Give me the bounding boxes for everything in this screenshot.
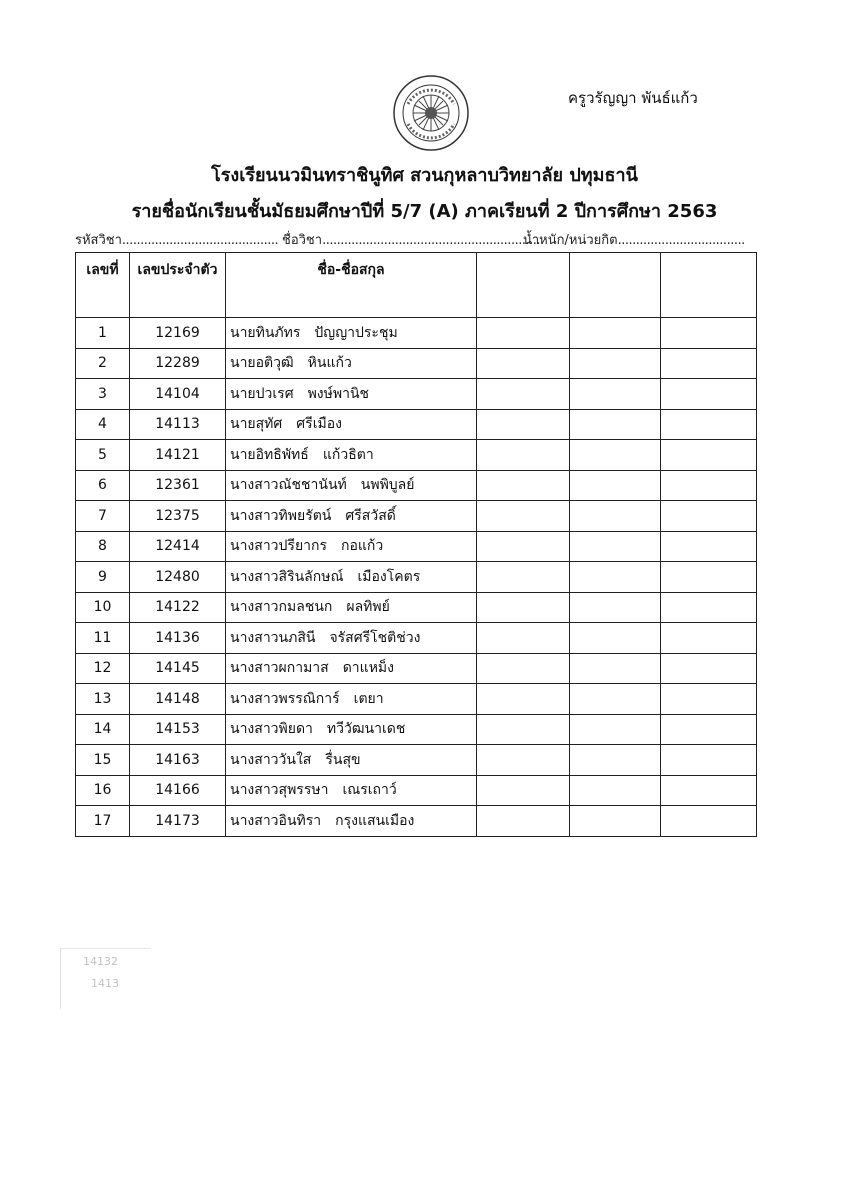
header-blank-1 (477, 253, 570, 318)
last-name: แก้วธิตา (322, 446, 374, 463)
cell-blank-3 (661, 531, 757, 562)
table-row (76, 318, 757, 349)
table-row (76, 348, 757, 379)
cell-blank-2 (570, 653, 661, 684)
cell-blank-1 (477, 531, 570, 562)
header-blank-2 (570, 253, 661, 318)
cell-no: 14 (76, 714, 130, 745)
cell-blank-3 (661, 348, 757, 379)
cell-blank-1 (477, 592, 570, 623)
cell-student-id: 14166 (130, 775, 226, 806)
cell-name (226, 409, 477, 440)
subject-name-field: ชื่อวิชา............................................................ (282, 233, 541, 248)
subject-code-label: รหัสวิชา (75, 233, 122, 248)
cell-student-id: 12480 (130, 562, 226, 593)
last-name: กรุงแสนเมือง (335, 812, 415, 829)
last-name: จรัสศรีโชติช่วง (329, 629, 421, 646)
cell-blank-1 (477, 318, 570, 349)
cell-student-id: 12414 (130, 531, 226, 562)
list-title: รายชื่อนักเรียนชั้นมัธยมศึกษาปีที่ 5/7 (A) ภาคเรียนที่ 2 ปีการศึกษา 2563 (131, 201, 718, 222)
cell-blank-3 (661, 714, 757, 745)
cell-name (226, 348, 477, 379)
cell-no: 13 (76, 684, 130, 715)
table-header-row (76, 253, 757, 318)
table-row (76, 470, 757, 501)
table-row (76, 775, 757, 806)
cell-blank-3 (661, 440, 757, 471)
table-row (76, 379, 757, 410)
table-row (76, 440, 757, 471)
cell-blank-3 (661, 745, 757, 776)
cell-blank-1 (477, 562, 570, 593)
last-name: ผลทิพย์ (346, 599, 390, 616)
cell-no: 11 (76, 623, 130, 654)
first-name: นางสาวผกามาส (230, 660, 329, 677)
cell-student-id: 12169 (130, 318, 226, 349)
cell-blank-3 (661, 775, 757, 806)
cell-blank-1 (477, 470, 570, 501)
cell-blank-3 (661, 379, 757, 410)
header-no: เลขที่ (76, 253, 130, 318)
last-name: ศรีเมือง (296, 416, 342, 433)
last-name: เมืองโคตร (357, 568, 421, 585)
cell-blank-1 (477, 775, 570, 806)
teacher-name: ครูวรัญญา พันธ์แก้ว (568, 89, 698, 107)
last-name: กอแก้ว (341, 538, 384, 555)
cell-blank-2 (570, 684, 661, 715)
cell-student-id: 14121 (130, 440, 226, 471)
table-row (76, 714, 757, 745)
cell-name (226, 531, 477, 562)
cell-no: 12 (76, 653, 130, 684)
cell-blank-1 (477, 409, 570, 440)
cell-blank-2 (570, 531, 661, 562)
cell-blank-2 (570, 806, 661, 837)
table-row (76, 653, 757, 684)
subject-code-field: รหัสวิชา........................................... (75, 233, 279, 248)
cell-name (226, 501, 477, 532)
cell-blank-1 (477, 653, 570, 684)
cell-no: 7 (76, 501, 130, 532)
school-seal-icon (392, 74, 470, 152)
cell-blank-2 (570, 318, 661, 349)
last-name: ดาแหม็ง (342, 660, 394, 677)
cell-blank-1 (477, 440, 570, 471)
first-name: นางสาวนภสินี (230, 629, 316, 646)
cell-no: 10 (76, 592, 130, 623)
cell-blank-2 (570, 348, 661, 379)
cell-name (226, 318, 477, 349)
cell-name (226, 592, 477, 623)
cell-blank-1 (477, 714, 570, 745)
first-name: นายอติวุฒิ (230, 355, 294, 372)
cell-student-id: 12375 (130, 501, 226, 532)
first-name: นายอิทธิพัทธ์ (230, 446, 309, 463)
last-name: ศรีสวัสดิ์ (345, 507, 396, 524)
cell-student-id: 14122 (130, 592, 226, 623)
table-row (76, 592, 757, 623)
cell-blank-1 (477, 806, 570, 837)
last-name: เตยา (353, 690, 384, 707)
cell-name (226, 684, 477, 715)
cell-no: 16 (76, 775, 130, 806)
credit-label: น้ำหนัก/หน่วยกิต (523, 233, 618, 248)
table-row (76, 531, 757, 562)
faded-stamp (60, 948, 151, 1009)
header-name: ชื่อ-ชื่อสกุล (226, 253, 477, 318)
last-name: รื่นสุข (325, 751, 361, 768)
cell-blank-2 (570, 562, 661, 593)
cell-blank-3 (661, 562, 757, 593)
cell-blank-3 (661, 318, 757, 349)
cell-name (226, 379, 477, 410)
cell-blank-3 (661, 592, 757, 623)
cell-blank-3 (661, 623, 757, 654)
stamp-line-2: 1413 (91, 977, 119, 990)
first-name: นางสาวปรียากร (230, 538, 328, 555)
cell-no: 5 (76, 440, 130, 471)
first-name: นางสาวสิรินลักษณ์ (230, 568, 344, 585)
cell-blank-2 (570, 409, 661, 440)
cell-name (226, 440, 477, 471)
cell-blank-3 (661, 806, 757, 837)
last-name: ปัญญาประชุม (314, 324, 398, 341)
cell-no: 15 (76, 745, 130, 776)
cell-blank-3 (661, 653, 757, 684)
cell-blank-2 (570, 745, 661, 776)
cell-name (226, 775, 477, 806)
subject-name-label: ชื่อวิชา (282, 233, 323, 248)
table-row (76, 623, 757, 654)
header-blank-3 (661, 253, 757, 318)
cell-blank-1 (477, 745, 570, 776)
cell-blank-2 (570, 592, 661, 623)
table-row (76, 684, 757, 715)
stamp-line-1: 14132 (83, 955, 118, 968)
cell-no: 17 (76, 806, 130, 837)
cell-student-id: 12361 (130, 470, 226, 501)
first-name: นายสุทัศ (230, 416, 283, 433)
last-name: ทวีวัฒนาเดช (326, 721, 406, 738)
cell-blank-2 (570, 470, 661, 501)
first-name: นางสาวทิพยรัตน์ (230, 507, 332, 524)
header-student-id: เลขประจำตัว (130, 253, 226, 318)
cell-student-id: 12289 (130, 348, 226, 379)
cell-name (226, 562, 477, 593)
table-row (76, 745, 757, 776)
cell-blank-2 (570, 379, 661, 410)
cell-blank-3 (661, 470, 757, 501)
last-name: พงษ์พานิช (307, 385, 370, 402)
cell-no: 8 (76, 531, 130, 562)
cell-no: 3 (76, 379, 130, 410)
cell-student-id: 14163 (130, 745, 226, 776)
table-row (76, 562, 757, 593)
cell-student-id: 14104 (130, 379, 226, 410)
first-name: นางสาวณัชชานันท์ (230, 477, 347, 494)
first-name: นายปวเรศ (230, 385, 294, 402)
cell-no: 1 (76, 318, 130, 349)
last-name: หินแก้ว (307, 355, 352, 372)
cell-blank-1 (477, 348, 570, 379)
cell-blank-2 (570, 623, 661, 654)
cell-student-id: 14113 (130, 409, 226, 440)
last-name: เณรเถาว์ (342, 782, 397, 799)
student-table (75, 252, 757, 837)
cell-no: 2 (76, 348, 130, 379)
cell-blank-1 (477, 501, 570, 532)
cell-name (226, 623, 477, 654)
cell-blank-2 (570, 775, 661, 806)
cell-name (226, 470, 477, 501)
table-row (76, 409, 757, 440)
cell-student-id: 14145 (130, 653, 226, 684)
cell-blank-1 (477, 379, 570, 410)
cell-blank-2 (570, 501, 661, 532)
cell-no: 9 (76, 562, 130, 593)
cell-name (226, 745, 477, 776)
cell-no: 4 (76, 409, 130, 440)
cell-name (226, 653, 477, 684)
first-name: นางสาวสุพรรษา (230, 782, 329, 799)
cell-blank-1 (477, 623, 570, 654)
cell-student-id: 14153 (130, 714, 226, 745)
first-name: นายทินภัทร (230, 324, 301, 341)
cell-no: 6 (76, 470, 130, 501)
first-name: นางสาววันใส (230, 751, 312, 768)
cell-blank-3 (661, 501, 757, 532)
cell-student-id: 14136 (130, 623, 226, 654)
first-name: นางสาวอินทิรา (230, 812, 322, 829)
cell-blank-3 (661, 409, 757, 440)
cell-blank-2 (570, 440, 661, 471)
cell-blank-1 (477, 684, 570, 715)
first-name: นางสาวกมลชนก (230, 599, 333, 616)
first-name: นางสาวพิยดา (230, 721, 313, 738)
cell-student-id: 14148 (130, 684, 226, 715)
school-title: โรงเรียนนวมินทราชินูทิศ สวนกุหลาบวิทยาลัย ปทุมธานี (211, 165, 638, 186)
table-row (76, 806, 757, 837)
first-name: นางสาวพรรณิการ์ (230, 690, 340, 707)
table-row (76, 501, 757, 532)
cell-name (226, 714, 477, 745)
credit-field: น้ำหนัก/หน่วยกิต................................... (523, 233, 745, 248)
last-name: นพพิบูลย์ (360, 477, 415, 494)
cell-blank-2 (570, 714, 661, 745)
cell-name (226, 806, 477, 837)
cell-blank-3 (661, 684, 757, 715)
cell-student-id: 14173 (130, 806, 226, 837)
